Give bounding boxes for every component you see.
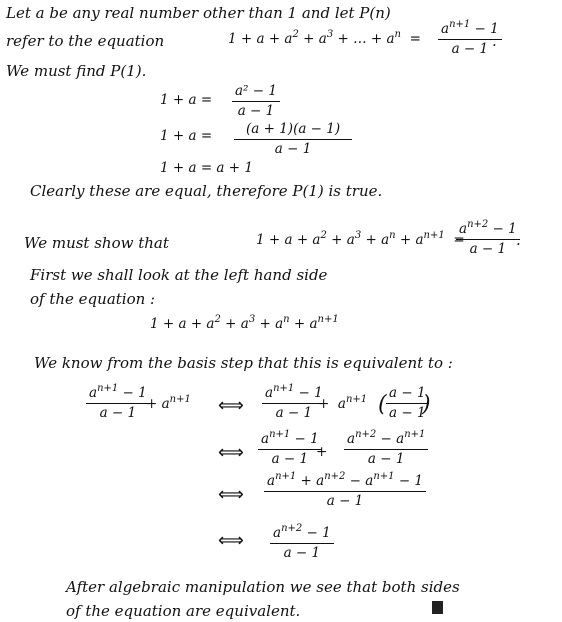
iff-1: ⟺ xyxy=(218,395,244,416)
step2-plus: + $a^{n+1}$ xyxy=(318,394,368,412)
step3-fraction-a: $\frac{a^{n+1} - 1}{a - 1}$ xyxy=(258,432,322,467)
step2-fraction-a: $\frac{a^{n+1} - 1}{a - 1}$ xyxy=(262,386,326,421)
period: . xyxy=(492,32,497,50)
step4-fraction: $\frac{a^{n+1} + a^{n+2} - a^{n+1} - 1}{a - 1}$ xyxy=(264,474,426,509)
period: . xyxy=(516,231,521,249)
step2-fraction-b: $\frac{a - 1}{a - 1}$ xyxy=(386,386,429,421)
step1-fraction: $\frac{a^{n+1} - 1}{a - 1}$ xyxy=(86,386,150,421)
iff-3: ⟺ xyxy=(218,484,244,505)
step3-fraction-b: $\frac{a^{n+2} - a^{n+1}}{a - 1}$ xyxy=(344,432,428,467)
after-line-1: After algebraic manipulation we see that both sides xyxy=(66,578,460,596)
basis-row2-den: a − 1 xyxy=(274,140,312,157)
iff-4: ⟺ xyxy=(218,530,244,551)
refer-line: refer to the equation xyxy=(6,32,165,50)
basis-row1-lhs: 1 + a = xyxy=(160,92,213,108)
basis-row2-lhs: 1 + a = xyxy=(160,128,213,144)
basis-row2-num: (a + 1)(a − 1) xyxy=(234,122,352,140)
show-equation-lhs: $1 + a + a^2 + a^3 + a^n + a^{n+1}$ = xyxy=(256,230,465,248)
after-line-2: of the equation are equivalent. xyxy=(66,602,301,620)
qed-box xyxy=(432,601,443,614)
equation-pn-lhs: $1 + a + a^2 + a^3$ + … + $a^n$ = xyxy=(228,29,421,47)
step1-plus: + $a^{n+1}$ xyxy=(146,394,191,412)
basis-row1-fraction xyxy=(232,84,280,119)
basis-row1-num: a² − 1 xyxy=(232,84,280,102)
paren-open: ( xyxy=(378,392,387,417)
step3-plus: + xyxy=(316,444,328,460)
intro-line: Let a be any real number other than 1 and let P(n) xyxy=(6,4,391,22)
clearly-line: Clearly these are equal, therefore P(1) is true. xyxy=(30,182,383,200)
equation-pn-fraction: $\frac{a^{n+1} - 1}{a - 1}$ xyxy=(438,22,502,57)
first-line-2: of the equation : xyxy=(30,290,156,308)
paren-close: ) xyxy=(422,392,431,417)
show-line: We must show that xyxy=(24,234,169,252)
know-line: We know from the basis step that this is equivalent to : xyxy=(34,354,453,372)
first-line-1: First we shall look at the left hand side xyxy=(30,266,328,284)
find-p1-line: We must find P(1). xyxy=(6,62,147,80)
basis-row2-fraction xyxy=(234,122,352,157)
show-equation-fraction: $\frac{a^{n+2} - 1}{a - 1}$ xyxy=(456,222,520,257)
iff-2: ⟺ xyxy=(218,442,244,463)
step5-fraction: $\frac{a^{n+2} - 1}{a - 1}$ xyxy=(270,526,334,561)
lhs-expression: $1 + a + a^2 + a^3 + a^n + a^{n+1}$ xyxy=(150,314,339,332)
basis-row1-den: a − 1 xyxy=(237,102,275,119)
basis-row3: 1 + a = a + 1 xyxy=(160,160,253,176)
